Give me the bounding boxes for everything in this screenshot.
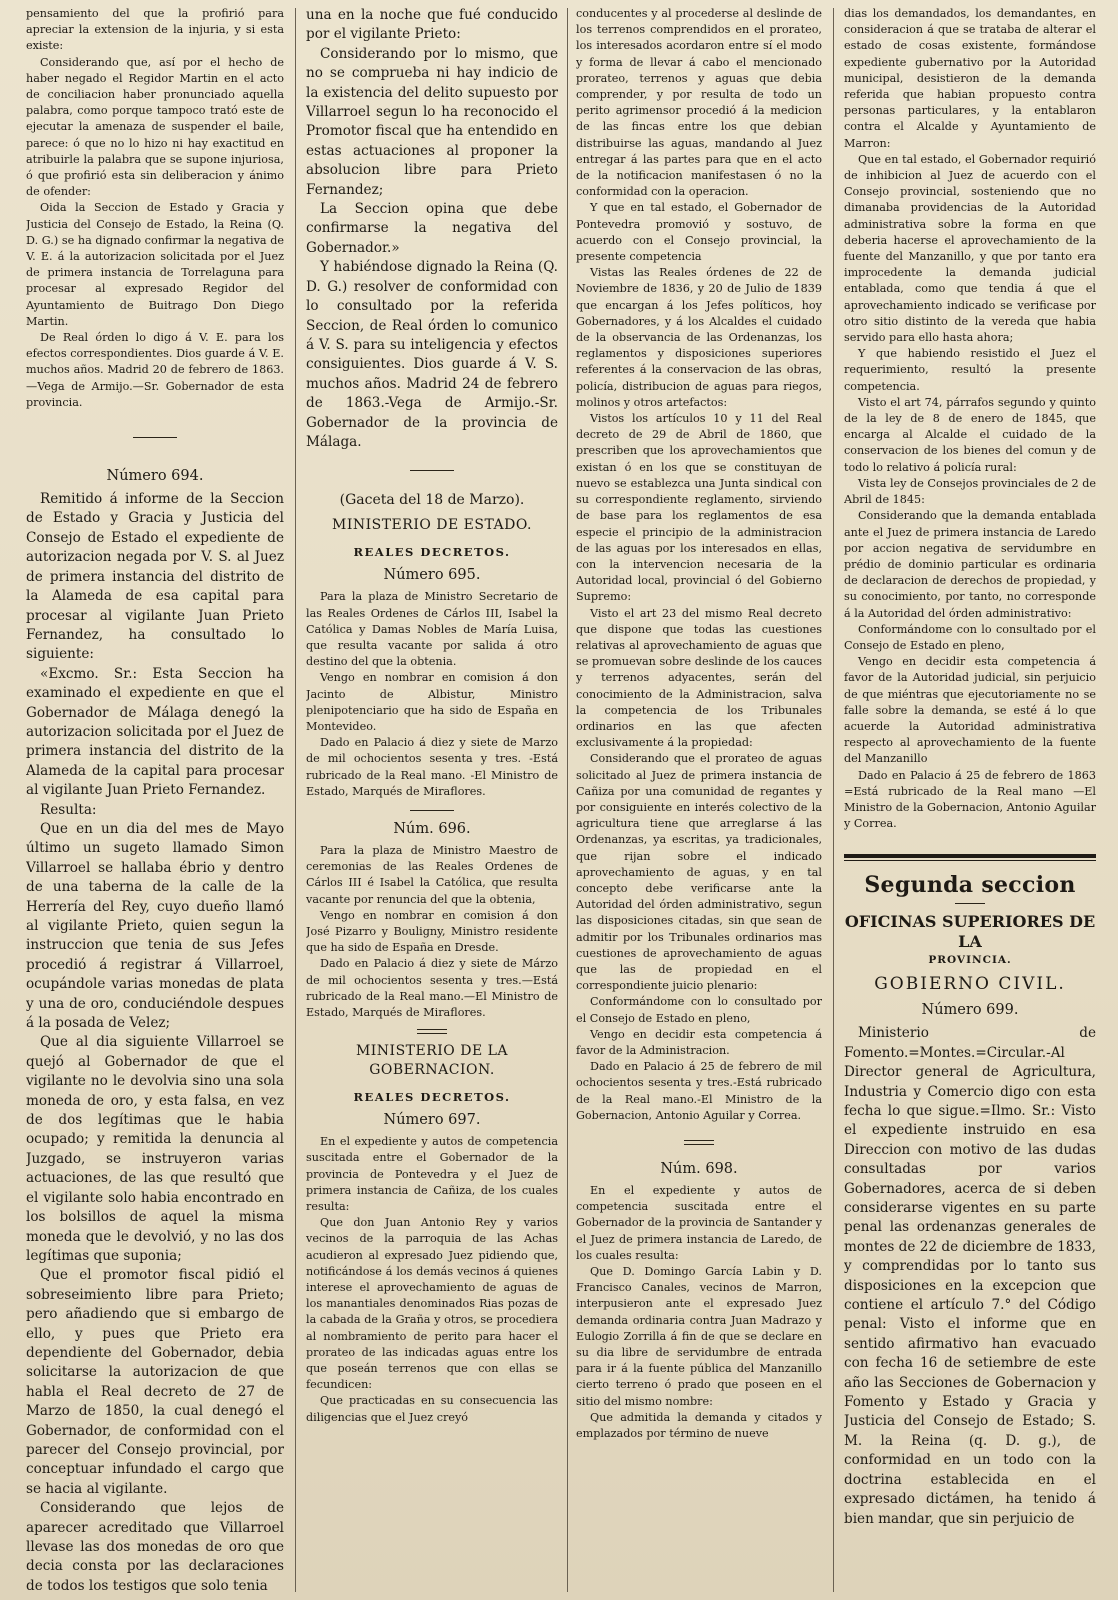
paragraph: Vistos los artículos 10 y 11 del Real decreto de 29 de Abril de 1860, que prescriben que los aprovechamientos que existan ó en los que se constituyan de nuevo se establezca una Junta sindical con su correspondiente reglamento, sirviendo de base para los reglamentos de esa especie el principio de la administracion de las aguas por los interesados en ellas, con la intervencion necesaria de la Autoridad local, provincial ó del Gobierno Supremo:	[576, 412, 822, 604]
paragraph: Para la plaza de Ministro Secretario de las Reales Ordenes de Cárlos III, Isabel la Católica y Damas Nobles de María Luisa, que resulta vacante por salida á otro destino del que la obtenia.	[306, 590, 558, 669]
paragraph: Y que habiendo resistido el Juez el requerimiento, resultó la presente competencia.	[844, 347, 1096, 393]
ministry-heading: MINISTERIO DE ESTADO.	[331, 517, 532, 534]
paragraph: Considerando que la demanda entablada ante el Juez de primera instancia de Laredo por accion negativa de servidumbre en prédio de dominio particular es ordinaria de declaracion de derechos de propiedad, y su conocimiento, por tanto, no corresponde á la Autoridad del órden administrativo:	[844, 509, 1096, 620]
paragraph: «Excmo. Sr.: Esta Seccion ha examinado el expediente en que el Gobernador de Málaga denegó la autorizacion solicitada por el Juez de primera instancia del distrito de la Alameda de la capital para procesar al vigilante Juan Prieto Fernandez.	[26, 665, 284, 799]
separator	[417, 1029, 447, 1034]
article-number: Número 694.	[106, 468, 204, 485]
paragraph: Que en un dia del mes de Mayo último un sugeto llamado Simon Villarroel se hallaba ébrio y dentro de una taberna de la calle de la Herrería del Rey, cuyo dueño llamó al vigilante Prieto, quien segun la instruccion que tenia de sus Jefes procedió á registrar á Villarroel, ocupándole varias monedas de plata y una de oro, conduciéndole despues á la posada de Velez;	[26, 820, 284, 1032]
paragraph: Que al dia siguiente Villarroel se quejó al Gobernador de que el vigilante no le devolvia sino una sola moneda de oro, y esta falsa, en vez de dos legítimas que le habia ocupado; y remitida la denuncia al Juzgado, se instruyeron varias actuaciones, de las que resultó que el vigilante solo habia encontrado en los bolsillos de aquel la misma moneda que le devolvió, y no las dos legítimas que suponia;	[26, 1034, 284, 1264]
paragraph: La Seccion opina que debe confirmarse la negativa del Gobernador.»	[306, 201, 558, 256]
column-rule	[833, 8, 834, 1592]
paragraph: Que en tal estado, el Gobernador requirió de inhibicion al Juez de acuerdo con el Consejo provincial, sosteniendo que no dimanaba providencias de la Autoridad administrativa sobre la forma en que deberia hacerse el aprovechamiento de la fuente del Manzanillo, y que por tanto era improcedente la demanda judicial entablada, como que tendia á que el aprovechamiento indicado se verificase por otro sitio distinto de la vereda que habia servido para ello hasta ahora;	[844, 152, 1096, 345]
column-rule	[295, 8, 296, 1592]
paragraph: Dado en Palacio á diez y siete de Márzo de mil ochocientos sesenta y tres.—Está rubricado de la Real mano.—El Ministro de Estado, Marqués de Miraflores.	[306, 957, 558, 1020]
article-number: Núm. 696.	[393, 820, 471, 837]
paragraph: conducentes y al procederse al deslinde de los terrenos comprendidos en el prorateo, los interesados acordaron entre sí el modo y forma de llevar á cabo el mencionado prorateo, terrenos y aguas que debia comprender, y por resulta de todo un perito agrimensor procedió á la medicion de las fincas entre los que debian distribuirse las aguas, mandando al Juez entregar á las partes para que en el acto de la notificacion manifestasen ó no la conformidad con la operacion.	[576, 7, 822, 199]
paragraph: Considerando que lejos de aparecer acreditado que Villarroel llevase las dos monedas de oro que decia consta por las declaraciones de todos los testigos que solo tenia	[26, 1500, 284, 1594]
paragraph: Dado en Palacio á 25 de febrero de mil ochocientos sesenta y tres.-Está rubricado de la Real mano.-El Ministro de la Gobernacion, Antonio Aguilar y Correa.	[576, 1060, 822, 1122]
paragraph: Dado en Palacio á diez y siete de Marzo de mil ochocientos sesenta y tres. -Está rubricado de la Real mano. -El Ministro de Estado, Marqués de Miraflores.	[306, 736, 558, 798]
section-title: Segunda seccion	[864, 872, 1076, 899]
government-heading: GOBIERNO CIVIL.	[874, 974, 1066, 995]
paragraph: Conformándome con lo consultado por el Consejo de Estado en pleno,	[844, 622, 1096, 652]
article-number: Núm. 698.	[660, 1161, 738, 1178]
paragraph: pensamiento del que la profirió para apreciar la extension de la injuria, y si esta existe:	[26, 7, 284, 53]
paragraph: Considerando que, así por el hecho de haber negado el Regidor Martin en el acto de conciliacion haber pronunciado aquella palabra, como porque tampoco trató este de ejecutar la amenaza de suspender el baile, parece: ó que no lo hizo ni hay exactitud en atribuirle la palabra que se supone injuriosa, ó que profirió esta sin deliberacion y ánimo de ofender:	[26, 55, 284, 199]
paragraph: Y habiéndose dignado la Reina (Q. D. G.) resolver de conformidad con lo consultado por la referida Seccion, de Real órden lo comunico á V. S. para su inteligencia y efectos consiguientes. Dios guarde á V. S. muchos años. Madrid 24 de febrero de 1863.-Vega de Armijo.-Sr. Gobernador de la provincia de Málaga.	[306, 259, 558, 450]
section-subheading: REALES DECRETOS.	[353, 1090, 511, 1105]
paragraph: Vengo en decidir esta competencia á favor de la Administracion.	[576, 1027, 822, 1057]
paragraph: Vengo en decidir esta competencia á favor de la Autoridad judicial, sin perjuicio de que miéntras que ejecutoriamente no se falle sobre la demanda, se esté á lo que acuerde la Autoridad administrativa respecto al aprovechamiento de la fuente del Manzanillo	[844, 655, 1096, 766]
paragraph: Ministerio de Fomento.=Montes.=Circular.-Al Director general de Agricultura, Industria y Comercio digo con esta fecha lo que sigue.=Ilmo. Sr.: Visto el expediente instruido en esa Direccion con motivo de las dudas consultadas por varios Gobernadores, acerca de si deben considerarse vigentes en su parte penal las ordenanzas generales de montes de 22 de diciembre de 1833, y comprendidas por lo tanto sus disposiciones en la excepcion que contiene el artículo 7.° del Código penal: Visto el informe que en sentido afirmativo han evacuado con fecha 16 de setiembre de este año las Secciones de Gobernacion y Fomento y Estado y Gracia y Justicia del Consejo de Estado; S. M. la Reina (q. D. g.), de conformidad en un todo con la doctrina establecida en el expresado dictámen, ha tenido á bien mandar, que sin perjuicio de	[844, 1025, 1096, 1527]
paragraph: Que admitida la demanda y citados y emplazados por término de nueve	[576, 1410, 822, 1441]
paragraph: dias los demandados, los demandantes, en consideracion á que se trataba de alterar el estado de cosas existente, formándose expediente gubernativo por la Autoridad municipal, desistieron de la demanda referida que habian propuesto contra personas particulares, y la entablaron contra el Alcalde y Ayuntamiento de Marron:	[844, 7, 1096, 150]
separator	[410, 470, 454, 471]
paragraph: Vengo en nombrar en comision á don José Pizarro y Bouligny, Ministro residente que ha sido de España en Dresde.	[306, 908, 558, 955]
article-number: Número 699.	[921, 1002, 1019, 1019]
paragraph: Oida la Seccion de Estado y Gracia y Justicia del Consejo de Estado, la Reina (Q. D. G.) se ha dignado confirmar la negativa de V. E. á la autorizacion solicitada por el Juez de primera instancia de Torrelaguna para procesar al expresado Regidor del Ayuntamiento de Buitrago Don Diego Martin.	[26, 201, 284, 328]
heavy-rule	[844, 854, 1096, 861]
paragraph: Que D. Domingo García Labin y D. Francisco Canales, vecinos de Marron, interpusieron ante el expresado Juez demanda ordinaria contra Juan Madrazo y Eulogio Zorrilla á fin de que se declare en su dia libre de servidumbre de entrada para ir á la fuente pública del Manzanillo cierto terreno ó prado que poseen en el sitio del mismo nombre:	[576, 1265, 822, 1408]
separator	[955, 903, 985, 904]
separator	[410, 810, 454, 811]
column-4	[844, 6, 1096, 1594]
separator	[684, 1140, 714, 1145]
article-number: Número 697.	[383, 1112, 481, 1129]
paragraph: Conformándome con lo consultado por el Consejo de Estado en pleno,	[576, 995, 822, 1025]
paragraph: De Real órden lo digo á V. E. para los efectos correspondientes. Dios guarde á V. E. muchos años. Madrid 20 de febrero de 1863.—Vega de Armijo.—Sr. Gobernador de esta provincia.	[26, 331, 284, 409]
paragraph: Resulta:	[40, 801, 97, 818]
paragraph: Vista ley de Consejos provinciales de 2 de Abril de 1845:	[844, 476, 1096, 507]
paragraph: Visto el art 23 del mismo Real decreto que dispone que todas las cuestiones relativas al aprovechamiento de aguas que se promuevan sobre deslinde de los cauces y terrenos adyacentes, serán del conocimiento de la Administracion, salva la competencia de los Tribunales ordinarios en las que afecten exclusivamente á la propiedad:	[576, 606, 822, 750]
gaceta-note: (Gaceta del 18 de Marzo).	[339, 492, 525, 509]
paragraph: Considerando que el prorateo de aguas solicitado al Juez de primera instancia de Cañiza por una comunidad de regantes y por consiguiente en interés colectivo de la agricultura tiene que arreglarse á las Ordenanzas, ya escritas, ya tradicionales, que rijan sobre el indicado aprovechamiento de aguas, y en tal concepto debe verificarse ante la Autoridad del órden administrativo, segun las disposiciones citadas, sin que sean de admitir por los Tribunales ordinarios mas cuestiones de aprovechamiento de aguas que las de propiedad en el correspondiente juicio plenario:	[576, 752, 822, 993]
paragraph: Considerando por lo mismo, que no se comprueba ni hay indicio de la existencia del delito supuesto por Villarroel segun lo ha reconocido el Promotor fiscal que ha entendido en estas actuaciones al proponer la absolucion libre para Prieto Fernandez;	[306, 45, 558, 198]
paragraph: En el expediente y autos de competencia suscitada entre el Gobernador de la provincia de Santander y el Juez de primera instancia de Laredo, de los cuales resulta:	[576, 1184, 822, 1262]
section-subheading: REALES DECRETOS.	[353, 545, 511, 560]
article-number: Número 695.	[383, 567, 481, 584]
paragraph: Vengo en nombrar en comision á don Jacinto de Albistur, Ministro plenipotenciario que ha sido de España en Montevideo.	[306, 671, 558, 733]
paragraph: Que el promotor fiscal pidió el sobreseimiento libre para Prieto; pero añadiendo que si embargo de ello, y pues que Prieto era dependiente del Gobernador, debia solicitarse la autorizacion de que habla el Real decreto de 27 de Marzo de 1850, la cual denegó el Gobernador, de conformidad con el parecer del Consejo provincial, por conceptuar infundado el cargo que se hacia al vigilante.	[26, 1267, 284, 1497]
paragraph: Dado en Palacio á 25 de febrero de 1863 =Está rubricado de la Real mano —El Ministro de la Gobernacion, Antonio Aguilar y Correa.	[844, 768, 1096, 831]
column-1	[26, 6, 284, 1594]
office-subheading: PROVINCIA.	[928, 954, 1012, 967]
paragraph: Remitido á informe de la Seccion de Estado y Gracia y Justicia del Consejo de Estado el expediente de autorizacion negada por V. S. al Juez de primera instancia del distrito de la Alameda de esa capital para procesar al vigilante Juan Prieto Fernandez, ha consultado lo siguiente:	[26, 491, 284, 663]
paragraph: Visto el art 74, párrafos segundo y quinto de la ley de 8 de enero de 1845, que encarga al Alcalde el cuidado de la conservacion de los bienes del comun y de todo lo relativo á policía rural:	[844, 395, 1096, 474]
paragraph: En el expediente y autos de competencia suscitada entre el Gobernador de la provincia de Pontevedra y el Juez de primera instancia de Cañiza, de los cuales resulta:	[306, 1135, 558, 1214]
column-2	[306, 6, 558, 1594]
paragraph: Que don Juan Antonio Rey y varios vecinos de la parroquia de las Achas acudieron al expresado Juez pidiendo que, notificándose á los demás vecinos á quienes interese el aprovechamiento de aguas de los manantiales denominados Rias pozas de la cabada de la Graña y otros, se procediera al nombramiento de perito para hacer el prorateo de las indicadas aguas entre los que poseán terrenos que con ellas se fecundicen:	[306, 1216, 558, 1392]
paragraph: Para la plaza de Ministro Maestro de ceremonias de las Reales Ordenes de Cárlos III é Isabel la Católica, que resulta vacante por renuncia del que la obtenia,	[306, 843, 558, 906]
ministry-heading: MINISTERIO DE LA GOBERNACION.	[355, 1043, 509, 1079]
paragraph: Que practicadas en su consecuencia las diligencias que el Juez creyó	[306, 1394, 558, 1424]
paragraph: Y que en tal estado, el Gobernador de Pontevedra promovió y sostuvo, de acuerdo con el Consejo provincial, la presente competencia	[576, 201, 822, 264]
office-heading: OFICINAS SUPERIORES DE LA	[844, 912, 1096, 952]
column-3	[576, 6, 822, 1594]
separator	[133, 437, 177, 438]
paragraph: Vistas las Reales órdenes de 22 de Noviembre de 1836, y 20 de Julio de 1839 que encargan á los Jefes políticos, hoy Gobernadores, y á los Alcaldes el cuidado de la observancia de las Ordenanzas, los reglamentos y disposiciones superiores referentes á la conservacion de las obras, policía, distribucion de aguas para riegos, molinos y otros artefactos:	[576, 266, 822, 409]
paragraph: una en la noche que fué conducido por el vigilante Prieto:	[306, 7, 558, 43]
column-rule	[567, 8, 568, 1592]
